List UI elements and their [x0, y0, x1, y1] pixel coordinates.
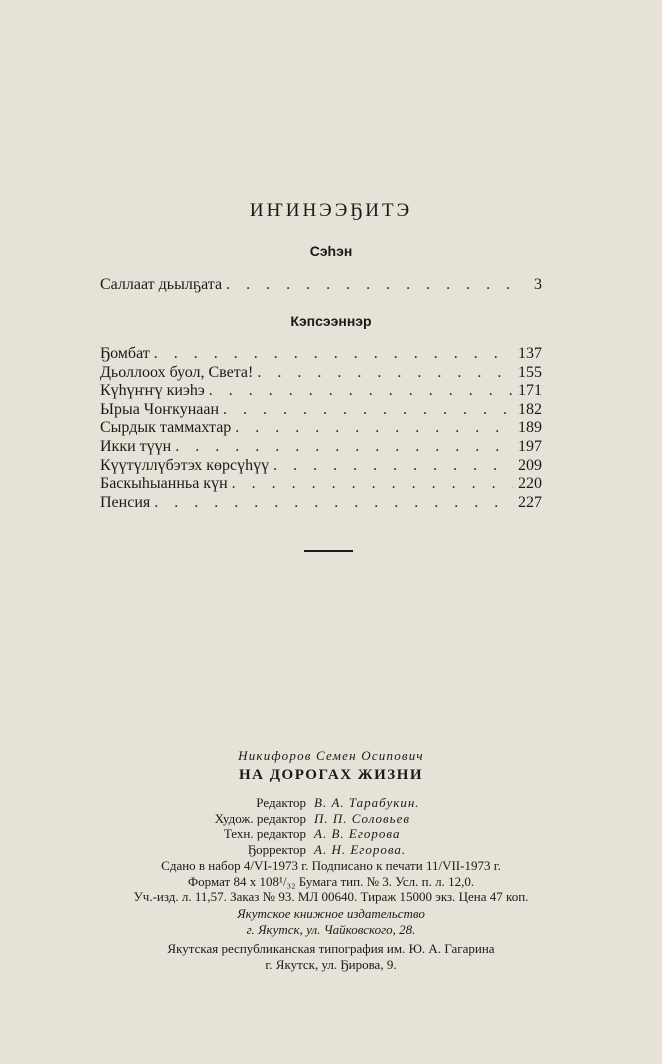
- toc-entry: [100, 382, 542, 401]
- toc-entry: [100, 276, 542, 295]
- toc-entry-title: Сырдык таммахтар: [100, 419, 232, 437]
- credit-row: [0, 795, 662, 811]
- credits-block: [0, 795, 662, 857]
- toc-entry-title: Күүтүллүбэтэх көрсүһүү: [100, 456, 270, 474]
- publisher-info: [0, 906, 662, 938]
- toc-entry-page: 3: [534, 276, 542, 293]
- printer-line: Якутская республиканская типография им. Ю. А. Гагарина: [167, 941, 495, 956]
- credit-row: [0, 811, 662, 827]
- toc-leader-dots: [235, 419, 513, 438]
- toc-leader-dots: [226, 276, 513, 295]
- printer-line: г. Якутск, ул. Ҕирова, 9.: [265, 957, 397, 972]
- credit-role: Техн. редактор: [223, 826, 306, 841]
- print-line: Формат 84 х 108¹/₃₂ Бумага тип. № 3. Усл. п. л. 12,0.: [187, 873, 475, 889]
- credit-role: Ҕорректор: [247, 841, 306, 857]
- toc-entry: [100, 494, 542, 513]
- toc-leader-dots: [154, 494, 513, 513]
- toc-entry: [100, 401, 542, 420]
- toc-entry: [100, 364, 542, 383]
- print-line: Уч.-изд. л. 11,57. Заказ № 93. МЛ 00640. Тираж 15000 экз. Цена 47 коп.: [133, 889, 529, 904]
- toc-entry-title: Икки түүн: [100, 437, 172, 455]
- toc-leader-dots: [273, 457, 513, 476]
- credit-name: А. В. Егорова: [314, 826, 401, 841]
- toc-list-short-stories: [100, 345, 542, 512]
- toc-entry-page: 171: [518, 382, 542, 400]
- toc-leader-dots: [209, 382, 513, 401]
- publisher-line: г. Якутск, ул. Чайковского, 28.: [246, 922, 416, 937]
- toc-entry-page: 189: [518, 419, 542, 437]
- toc-entry-page: 182: [518, 400, 542, 418]
- section-heading-story: Сэһэн: [309, 243, 353, 259]
- toc-entry: [100, 457, 542, 476]
- print-details: [0, 858, 662, 905]
- toc-entry-title: Ырыа Чоҥкунаан: [100, 400, 220, 418]
- toc-entry: [100, 419, 542, 438]
- toc-entry-page: 209: [518, 456, 542, 474]
- credit-row: [0, 826, 662, 842]
- credit-name: В. А. Тарабукин.: [314, 795, 420, 810]
- credit-row: [0, 842, 662, 858]
- toc-entry-title: Күһүҥҥү киэһэ: [100, 382, 205, 400]
- toc-entry-page: 197: [518, 437, 542, 455]
- toc-leader-dots: [232, 475, 513, 494]
- toc-entry: [100, 475, 542, 494]
- toc-title: ИҤИНЭЭҔИТЭ: [249, 200, 413, 221]
- toc-leader-dots: [223, 401, 513, 420]
- print-line: Сдано в набор 4/VI-1973 г. Подписано к печати 11/VII-1973 г.: [161, 858, 501, 873]
- credit-role: Редактор: [256, 795, 306, 810]
- toc-leader-dots: [154, 345, 513, 364]
- toc-entry-title: Пенсия: [100, 493, 151, 511]
- section-divider-rule: [304, 550, 353, 552]
- toc-entry-title: Баскыһыанньа күн: [100, 475, 228, 493]
- toc-leader-dots: [175, 438, 513, 457]
- credit-role: Худож. редактор: [214, 810, 306, 826]
- section-heading-short-stories: Кэпсээннэр: [290, 313, 372, 329]
- toc-entry: [100, 345, 542, 364]
- book-title: НА ДОРОГАХ ЖИЗНИ: [238, 767, 424, 783]
- toc-entry-page: 155: [518, 363, 542, 381]
- credit-name: А. Н. Егорова.: [314, 841, 407, 857]
- toc-entry: [100, 438, 542, 457]
- author-name: Никифоров Семен Осипович: [238, 748, 424, 763]
- toc-leader-dots: [257, 364, 513, 383]
- credit-name: П. П. Соловьев: [314, 810, 411, 826]
- toc-entry-page: 227: [518, 493, 542, 511]
- printer-info: [0, 941, 662, 973]
- publisher-line: Якутское книжное издательство: [237, 906, 425, 921]
- toc-entry-title: Саллаат дьылҕата: [100, 276, 223, 293]
- toc-entry-page: 137: [518, 345, 542, 362]
- toc-list-story: [100, 276, 542, 295]
- toc-entry-page: 220: [518, 475, 542, 493]
- toc-entry-title: Дьоллоох буол, Света!: [100, 363, 254, 381]
- toc-entry-title: Ҕомбат: [100, 345, 150, 362]
